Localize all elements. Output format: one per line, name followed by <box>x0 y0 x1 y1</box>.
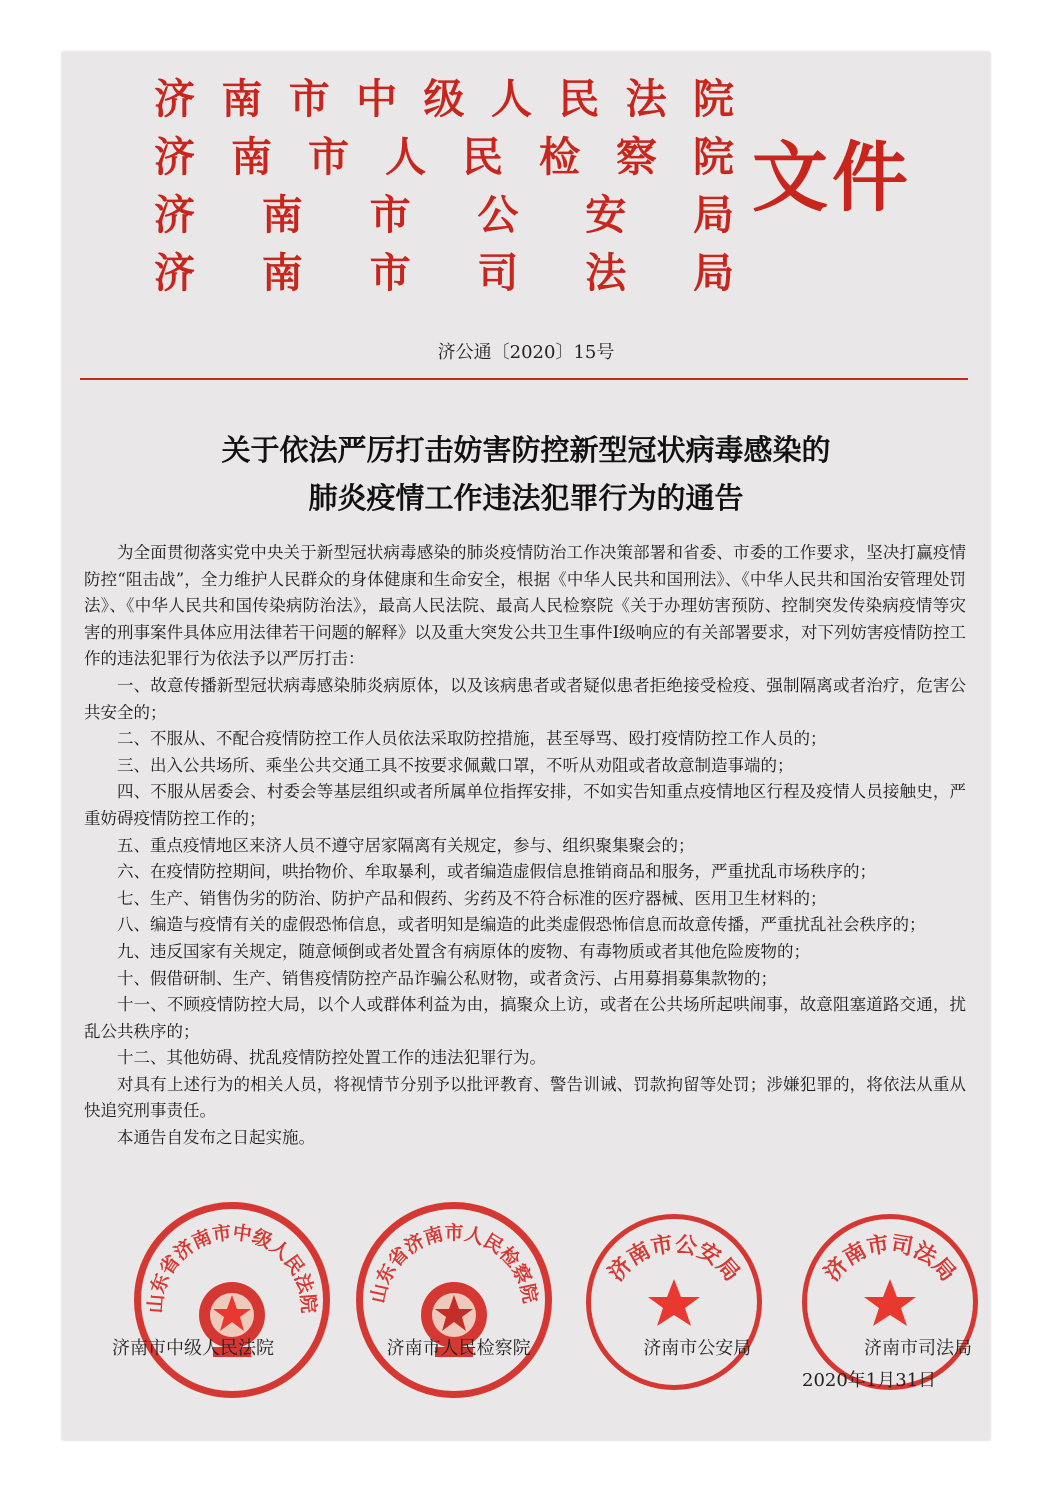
public-security-seal-text: 济南市公安局 <box>603 1232 745 1287</box>
issuer-3 <box>154 186 734 244</box>
paragraph-item-6: 六、在疫情防控期间，哄抬物价、牟取暴利，或者编造虚假信息推销商品和服务，严重扰乱市场秩序的； <box>117 862 876 882</box>
issuer-char: 南 <box>221 75 263 123</box>
issuer-char: 法 <box>625 75 667 123</box>
paragraph-effective: 本通告自发布之日起实施。 <box>117 1128 315 1148</box>
paragraph-item-3: 三、出入公共场所、乘坐公共交通工具不按要求佩戴口罩，不听从劝阻或者故意制造事端的； <box>117 755 794 775</box>
paragraph-penalty: 对具有上述行为的相关人员，将视情节分别予以批评教育、警告训诫、罚款拘留等处罚；涉嫌犯罪的，将依法从重从快追究刑事责任。 <box>84 1074 966 1121</box>
issuer-char: 济 <box>154 249 195 297</box>
signer-court: 济南市中级人民法院 <box>112 1338 274 1359</box>
issuer-char: 市 <box>369 249 411 297</box>
paragraph-item-9: 九、违反国家有关规定，随意倾倒或者处置含有病原体的废物、有毒物质或者其他危险废物的； <box>117 941 810 961</box>
issuer-char: 察 <box>616 133 657 181</box>
issuer-char: 司 <box>477 249 519 297</box>
paragraph-item-10: 十、假借研制、生产、销售疫情防控产品诈骗公私财物，或者贪污、占用募捐募集款物的； <box>117 968 777 988</box>
paragraph-item-12: 十二、其他妨碍、扰乱疫情防控处置工作的违法犯罪行为。 <box>117 1048 546 1068</box>
issuer-char: 公 <box>477 191 519 239</box>
issuer-char: 民 <box>558 75 600 123</box>
issuer-list <box>154 70 734 302</box>
notice-title <box>62 426 990 522</box>
issuer-char: 市 <box>369 191 411 239</box>
justice-bureau-seal <box>802 1214 978 1390</box>
doc-number: 济公通〔2020〕15号 <box>437 342 615 363</box>
paragraph-item-11: 十一、不顾疫情防控大局，以个人或群体利益为由，搞聚众上访，或者在公共场所起哄闹事，故意阻塞道路交通，扰乱公共秩序的； <box>84 995 966 1041</box>
signer-procuratorate: 济南市人民检察院 <box>386 1338 531 1359</box>
issuer-char: 局 <box>692 191 734 239</box>
paragraph-intro: 为全面贯彻落实党中央关于新型冠状病毒感染的肺炎疫情防治工作决策部署和省委、市委的工作要求，坚决打赢疫情防控“阻击战”，全力维护人民群众的身体健康和生命安全，根据《中华人民共和国刑法》、《中华人民共和国治安管理处罚法》、《中华人民共和国传染病防治法》，最高人民法院、最高人民检察院《关于办理妨害预防、控制突发传染病疫情等灾害的刑事案件具体应用法律若干问题的解释》以及重大突发公共卫生事件I级响应的有关部署要求，对下列妨害疫情防控工作的违法犯罪行为依法予以严厉打击： <box>84 543 966 669</box>
red-divider <box>80 378 968 380</box>
issuer-char: 安 <box>585 191 627 239</box>
issuer-char: 检 <box>539 133 580 181</box>
issuer-char: 人 <box>490 75 532 123</box>
document-page <box>62 52 990 1440</box>
issuer-char: 局 <box>692 249 734 297</box>
court-seal-text: 山东省济南市中级人民法院 <box>144 1221 320 1314</box>
doc-type-label: 文件 <box>752 133 912 222</box>
issuer-char: 济 <box>154 75 195 123</box>
public-security-seal <box>586 1214 762 1390</box>
signer-justice-bureau: 济南市司法局 <box>863 1338 972 1359</box>
issuer-2 <box>154 128 734 186</box>
issuer-1 <box>154 70 734 128</box>
issuer-char: 院 <box>693 133 734 181</box>
court-seal <box>134 1202 330 1398</box>
star-icon <box>648 1279 700 1326</box>
issuer-char: 级 <box>423 75 465 123</box>
paragraph-item-5: 五、重点疫情地区来济人员不遵守居家隔离有关规定，参与、组织聚集聚会的； <box>117 835 695 855</box>
procuratorate-seal <box>356 1202 552 1398</box>
issuer-char: 人 <box>385 133 426 181</box>
issue-date: 2020年1月31日 <box>802 1370 937 1391</box>
paragraph-item-1: 一、故意传播新型冠状病毒感染肺炎病原体，以及该病患者或者疑似患者拒绝接受检疫、强制隔离或者治疗，危害公共安全的； <box>84 675 966 722</box>
issuer-char: 民 <box>462 133 503 181</box>
issuer-char: 法 <box>585 249 627 297</box>
issuer-char: 市 <box>308 133 349 181</box>
issuer-char: 济 <box>154 133 195 181</box>
signer-row <box>112 1334 972 1360</box>
public-security-seal-graphic <box>591 1219 757 1385</box>
issuer-char: 南 <box>261 249 303 297</box>
justice-bureau-seal-text: 济南市司法局 <box>819 1232 961 1287</box>
paragraph-item-8: 八、编造与疫情有关的虚假恐怖信息，或者明知是编造的此类虚假恐怖信息而故意传播，严重扰乱社会秩序的； <box>117 915 926 935</box>
star-icon <box>864 1279 916 1326</box>
procuratorate-seal-text: 山东省济南市人民检察院 <box>366 1222 542 1306</box>
issuer-char: 南 <box>231 133 272 181</box>
notice-title-line-2: 肺炎疫情工作违法犯罪行为的通告 <box>308 481 744 515</box>
paragraph-item-4: 四、不服从居委会、村委会等基层组织或者所属单位指挥安排，不如实告知重点疫情地区行程及疫情人员接触史，严重妨碍疫情防控工作的； <box>84 782 966 828</box>
signer-public-security: 济南市公安局 <box>643 1338 752 1359</box>
issuer-char: 院 <box>693 75 734 123</box>
procuratorate-seal-graphic <box>363 1209 545 1391</box>
notice-body <box>84 540 966 1152</box>
notice-title-line-1: 关于依法严厉打击妨害防控新型冠状病毒感染的 <box>221 433 831 467</box>
paragraph-item-2: 二、不服从、不配合疫情防控工作人员依法采取防控措施，甚至辱骂、殴打疫情防控工作人员的； <box>117 729 827 749</box>
issuer-char: 济 <box>154 191 195 239</box>
paragraph-item-7: 七、生产、销售伪劣的防治、防护产品和假药、劣药及不符合标准的医疗器械、医用卫生材料的； <box>117 888 827 908</box>
justice-bureau-seal-graphic <box>807 1219 973 1385</box>
issuer-char: 市 <box>288 75 330 123</box>
issuer-char: 南 <box>261 191 303 239</box>
issuer-char: 中 <box>356 75 398 123</box>
court-seal-graphic <box>141 1209 323 1391</box>
issuer-4 <box>154 244 734 302</box>
